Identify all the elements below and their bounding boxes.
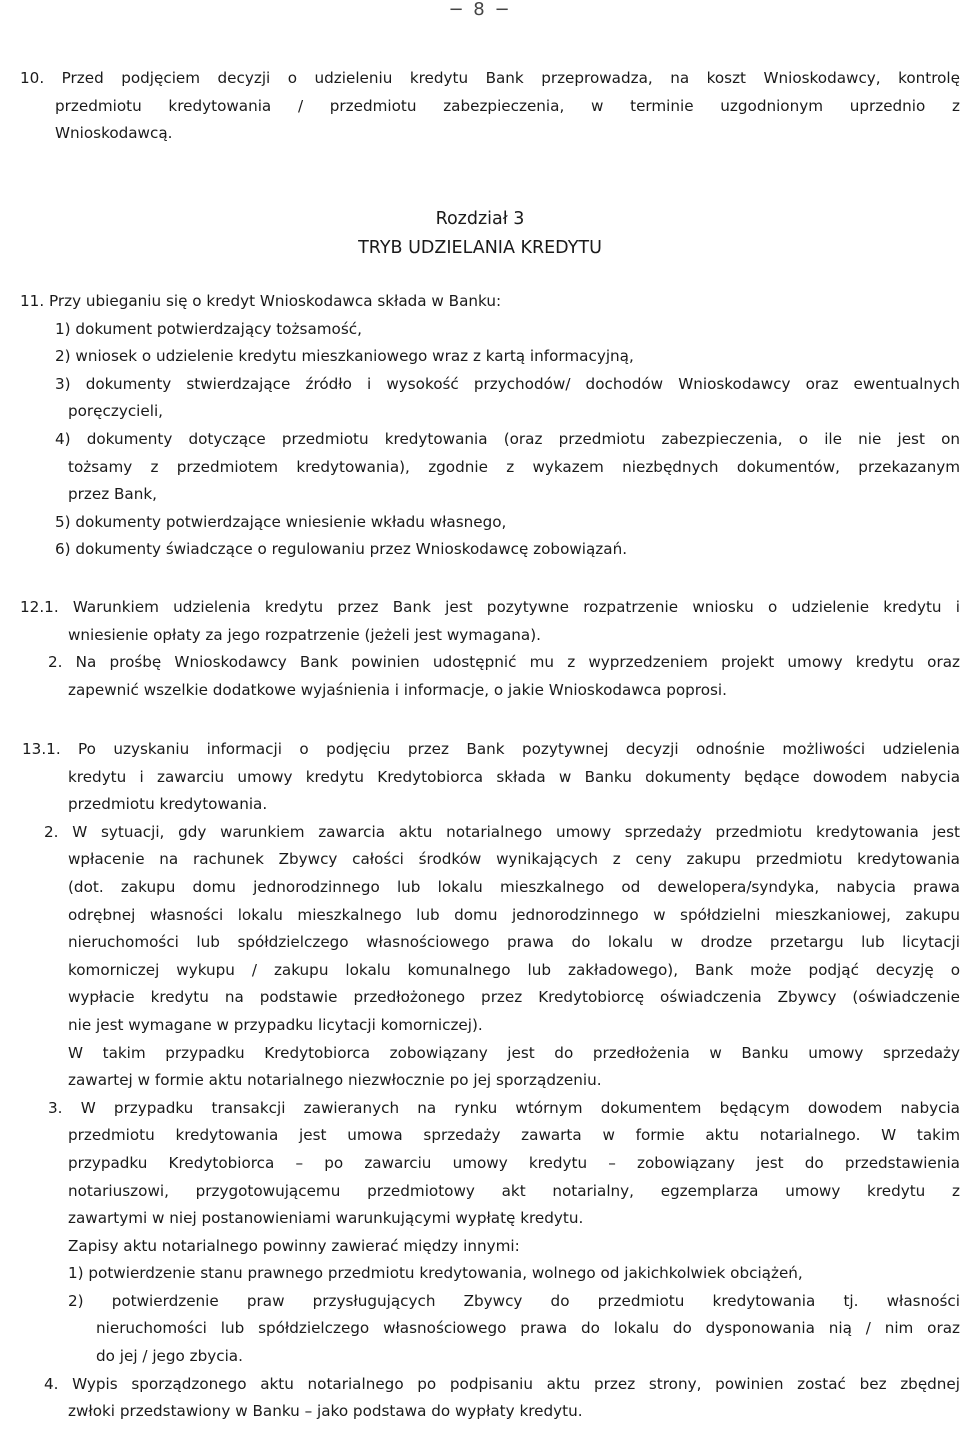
paragraph-13-item-2-continuation: zawartej w formie aktu notarialnego niezwłocznie po jej sporządzeniu. — [68, 1071, 602, 1090]
paragraph-13-item-3-continuation: przedmiotu kredytowania jest umowa sprzedaży zawarta w formie aktu notarialnego. W takim — [68, 1126, 960, 1145]
list-item: 5) dokumenty potwierdzające wniesienie wkładu własnego, — [55, 512, 507, 531]
list-item-continuation: przez Bank, — [68, 485, 157, 504]
paragraph-13-item-2-continuation: nieruchomości lub spółdzielczego własnościowego prawa do lokalu w drodze przetargu lub licytacji — [68, 933, 960, 952]
list-item: 2) wniosek o udzielenie kredytu mieszkaniowego wraz z kartą informacyjną, — [55, 347, 634, 366]
paragraph-10-line: 10. Przed podjęciem decyzji o udzieleniu kredytu Bank przeprowadza, na koszt Wnioskodawcy, kontrolę — [20, 69, 960, 87]
sub-list-item: 1) potwierdzenie stanu prawnego przedmiotu kredytowania, wolnego od jakichkolwiek obciążeń, — [68, 1264, 803, 1283]
chapter-title: Rozdział 3 — [435, 209, 525, 229]
paragraph-12-item-1: 12.1. Warunkiem udzielenia kredytu przez Bank jest pozytywne rozpatrzenie wniosku o udzielenie kredytu i — [20, 598, 960, 616]
list-item: 3) dokumenty stwierdzające źródło i wysokość przychodów/ dochodów Wnioskodawcy oraz ewentualnych — [55, 374, 960, 393]
page-number: − 8 − — [448, 0, 512, 20]
list-item: 4) dokumenty dotyczące przedmiotu kredytowania (oraz przedmiotu zabezpieczenia, o ile nie jest on — [55, 429, 960, 448]
paragraph-13-item-2-continuation: odrębnej własności lokalu mieszkalnego lub domu jednorodzinnego w spółdzielni mieszkaniowej, zakupu — [68, 905, 960, 924]
paragraph-13 — [0, 736, 960, 1426]
paragraph-13-item-1: 13.1. Po uzyskaniu informacji o podjęciu przez Bank pozytywnej decyzji odnośnie możliwości udzielenia — [22, 740, 960, 758]
paragraph-13-item-3-continuation: zawartymi w niej postanowieniami warunkującymi wypłatę kredytu. — [68, 1209, 584, 1228]
chapter-heading — [0, 206, 960, 264]
sub-list-item: 2) potwierdzenie praw przysługujących Zbywcy do przedmiotu kredytowania tj. własności — [68, 1291, 960, 1310]
paragraph-10-line: przedmiotu kredytowania / przedmiotu zabezpieczenia, w terminie uzgodnionym uprzednio z — [55, 96, 960, 115]
list-item-continuation: poręczycieli, — [68, 402, 164, 421]
paragraph-13-item-2: 2. W sytuacji, gdy warunkiem zawarcia aktu notarialnego umowy sprzedaży przedmiotu kredytowania jest — [44, 822, 960, 841]
list-item: 1) dokument potwierdzający tożsamość, — [55, 319, 362, 338]
paragraph-12 — [0, 594, 960, 704]
paragraph-13-item-2-continuation: nie jest wymagane w przypadku licytacji komorniczej). — [68, 1015, 483, 1034]
paragraph-10 — [0, 65, 960, 148]
paragraph-13-item-1-continuation: przedmiotu kredytowania. — [68, 795, 268, 814]
paragraph-13-item-3-continuation: Zapisy aktu notarialnego powinny zawierać między innymi: — [68, 1236, 520, 1255]
paragraph-13-item-4-continuation: zwłoki przedstawiony w Banku – jako podstawa do wypłaty kredytu. — [68, 1402, 583, 1421]
list-item: 6) dokumenty świadczące o regulowaniu przez Wnioskodawcę zobowiązań. — [55, 540, 628, 559]
paragraph-13-item-1-continuation: kredytu i zawarciu umowy kredytu Kredytobiorca składa w Banku dokumenty będące dowodem nabycia — [68, 767, 960, 786]
paragraph-12-item-2: 2. Na prośbę Wnioskodawcy Bank powinien udostępnić mu z wyprzedzeniem projekt umowy kredytu oraz — [48, 653, 960, 672]
paragraph-13-item-3: 3. W przypadku transakcji zawieranych na rynku wtórnym dokumentem będącym dowodem nabycia — [48, 1098, 960, 1117]
paragraph-10-line: Wnioskodawcą. — [55, 124, 173, 143]
sub-list-item-continuation: nieruchomości lub spółdzielczego własnościowego prawa do lokalu do dysponowania nią / nim oraz — [96, 1319, 960, 1338]
paragraph-13-item-3-continuation: notariuszowi, przygotowującemu przedmiotowy akt notarialny, egzemplarza umowy kredytu z — [68, 1181, 960, 1200]
chapter-subtitle: TRYB UDZIELANIA KREDYTU — [358, 238, 602, 258]
paragraph-13-item-2-continuation: wypłacie kredytu na podstawie przedłożonego przez Kredytobiorcę oświadczenia Zbywcy (oświadczenie — [68, 988, 960, 1007]
list-item-continuation: tożsamy z przedmiotem kredytowania), zgodnie z wykazem niezbędnych dokumentów, przekazanym — [68, 457, 960, 476]
paragraph-13-item-4: 4. Wypis sporządzonego aktu notarialnego po podpisaniu aktu przez strony, powinien zostać bez zbędnej — [44, 1374, 960, 1393]
sub-list-item-continuation: do jej / jego zbycia. — [96, 1347, 243, 1366]
paragraph-13-item-2-continuation: komorniczej wykupu / zakupu lokalu komunalnego lub zakładowego), Bank może podjąć decyzję o — [68, 960, 960, 979]
paragraph-13-item-3-continuation: przypadku Kredytobiorca – po zawarciu umowy kredytu – zobowiązany jest do przedstawienia — [68, 1153, 960, 1172]
paragraph-12-item-2-continuation: zapewnić wszelkie dodatkowe wyjaśnienia i informacje, o jakie Wnioskodawca poprosi. — [68, 680, 727, 699]
paragraph-12-item-1-continuation: wniesienie opłaty za jego rozpatrzenie (jeżeli jest wymagana). — [68, 625, 541, 644]
paragraph-13-item-2-continuation: wpłacenie na rachunek Zbywcy całości środków wynikających z ceny zakupu przedmiotu kredytowania — [68, 850, 960, 869]
paragraph-11 — [0, 288, 960, 564]
paragraph-13-item-2-continuation: W takim przypadku Kredytobiorca zobowiązany jest do przedłożenia w Banku umowy sprzedaży — [68, 1043, 960, 1062]
paragraph-11-intro: 11. Przy ubieganiu się o kredyt Wnioskodawca składa w Banku: — [20, 292, 502, 310]
paragraph-13-item-2-continuation: (dot. zakupu domu jednorodzinnego lub lokalu mieszkalnego od dewelopera/syndyka, nabycia prawa — [68, 877, 960, 896]
